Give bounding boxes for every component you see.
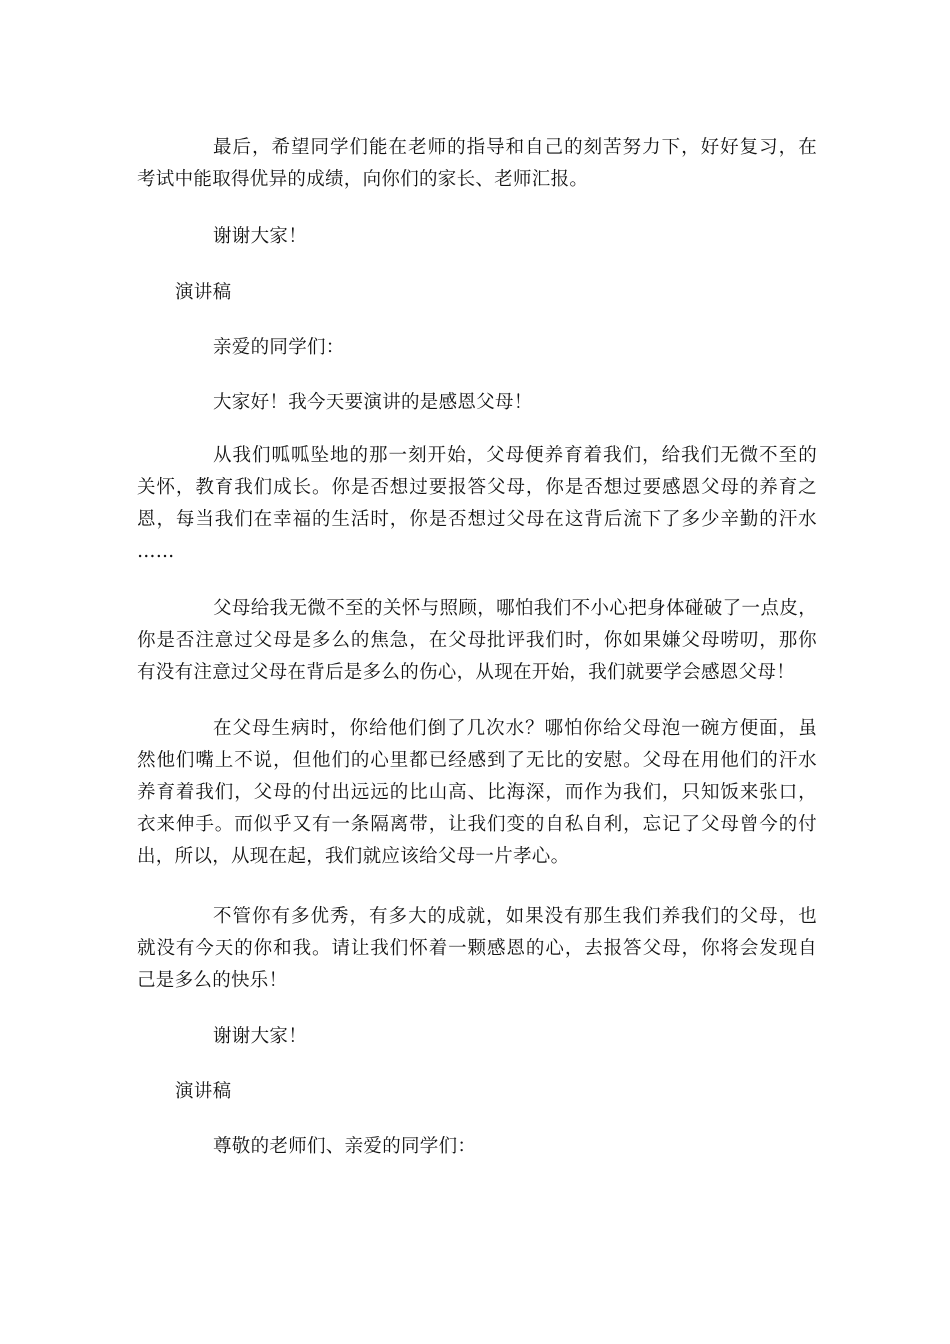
- text-line: 父母给我无微不至的关怀与照顾，哪怕我们不小心把身体碰破了一点皮，: [213, 598, 817, 619]
- text-line: 衣来伸手。而似乎又有一条隔离带，让我们变的自私自利，忘记了父母曾今的付: [137, 814, 817, 835]
- text-line: 有没有注意过父母在背后是多么的伤心，从现在开始，我们就要学会感恩父母！: [137, 662, 796, 683]
- text-line: 不管你有多优秀，有多大的成就，如果没有那生我们养我们的父母，也: [213, 906, 817, 927]
- text-line: 在父母生病时，你给他们倒了几次水？哪怕你给父母泡一碗方便面，虽: [213, 718, 817, 739]
- text-line: ……: [137, 541, 175, 562]
- text-line: 己是多么的快乐！: [137, 970, 288, 991]
- text-line: 亲爱的同学们：: [213, 337, 345, 358]
- section-heading: 演讲稿: [175, 282, 232, 303]
- thanks-line: [137, 1021, 817, 1053]
- greeting: [137, 332, 817, 364]
- text-line: 谢谢大家！: [213, 1026, 308, 1047]
- section-heading: 演讲稿: [175, 1081, 232, 1102]
- text-line: 大家好！我今天要演讲的是感恩父母！: [213, 392, 533, 413]
- speech-title: [137, 277, 817, 309]
- speech-title: [137, 1076, 817, 1108]
- greeting: [137, 1131, 817, 1163]
- thanks-line: [137, 221, 817, 253]
- text-line: 恩，每当我们在幸福的生活时，你是否想过父母在这背后流下了多少辛勤的汗水: [137, 509, 817, 530]
- body-paragraph: [137, 713, 817, 873]
- text-line: 出，所以，从现在起，我们就应该给父母一片孝心。: [137, 846, 570, 867]
- text-line: 养育着我们，父母的付出远远的比山高、比海深，而作为我们，只知饭来张口，: [137, 782, 817, 803]
- closing-paragraph: [137, 132, 817, 196]
- text-line: 关怀，教育我们成长。你是否想过要报答父母，你是否想过要感恩父母的养育之: [137, 477, 817, 498]
- intro-paragraph: [137, 387, 817, 419]
- text-line: 谢谢大家！: [213, 226, 308, 247]
- body-paragraph: [137, 593, 817, 689]
- text-line: 考试中能取得优异的成绩，向你们的家长、老师汇报。: [137, 169, 589, 190]
- text-line: 就没有今天的你和我。请让我们怀着一颗感恩的心，去报答父母，你将会发现自: [137, 938, 817, 959]
- body-paragraph: [137, 901, 817, 997]
- text-line: 从我们呱呱坠地的那一刻开始，父母便养育着我们，给我们无微不至的: [213, 445, 817, 466]
- text-line: 然他们嘴上不说，但他们的心里都已经感到了无比的安慰。父母在用他们的汗水: [137, 750, 817, 771]
- text-line: 尊敬的老师们、亲爱的同学们：: [213, 1136, 477, 1157]
- text-line: 最后，希望同学们能在老师的指导和自己的刻苦努力下，好好复习，在: [213, 137, 817, 158]
- body-paragraph: [137, 440, 817, 568]
- text-line: 你是否注意过父母是多么的焦急，在父母批评我们时，你如果嫌父母唠叨，那你: [137, 630, 817, 651]
